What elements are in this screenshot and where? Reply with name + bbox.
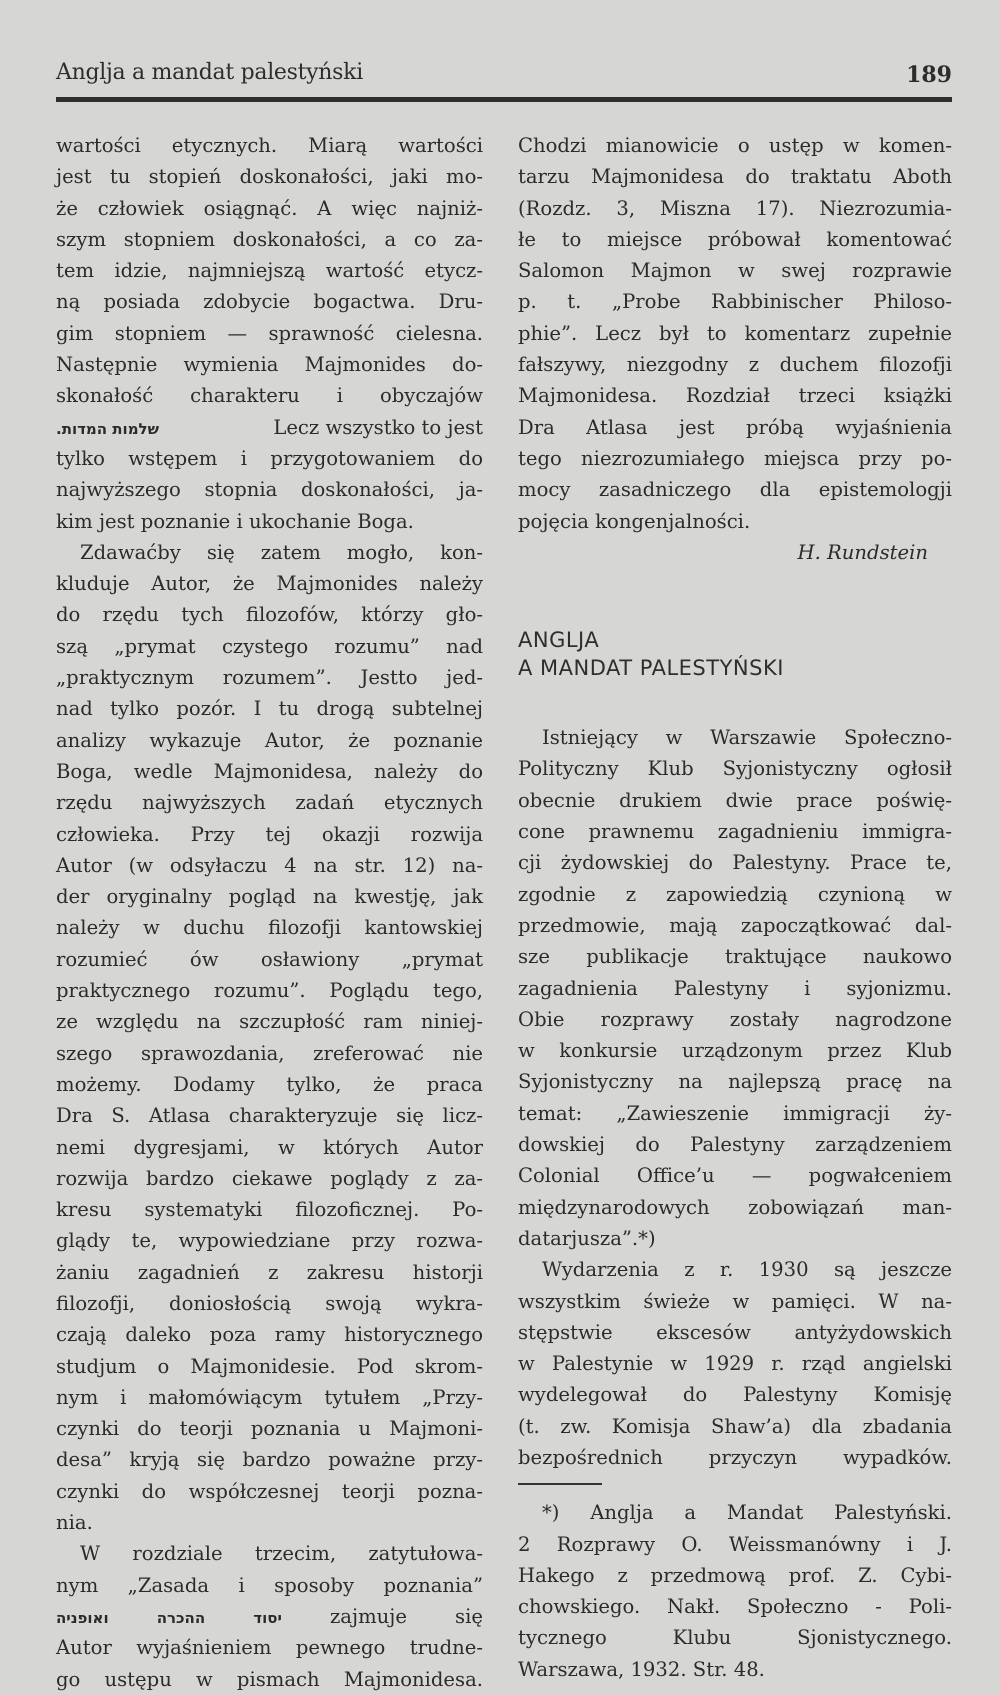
text-line: Autor (w odsyłaczu 4 na str. 12) na-: [56, 853, 483, 877]
text-line: praktycznego rozumu”. Poglądu tego,: [56, 979, 483, 1003]
text-line: Polityczny Klub Syjonistyczny ogłosił: [518, 757, 952, 781]
footnote-line: chowskiego. Nakł. Społeczno - Poli-: [518, 1595, 952, 1619]
text-line: w Palestynie w 1929 r. rząd angielski: [518, 1352, 952, 1376]
text-line: Obie rozprawy zostały nagrodzone: [518, 1007, 952, 1031]
text-line: Dra Atlasa jest próbą wyjaśnienia: [518, 415, 952, 439]
paragraph-primacy-of-reason: [56, 537, 483, 1539]
paragraph-1929-events: [518, 1254, 952, 1473]
text-line: skonałość charakteru i obyczajów: [56, 384, 483, 408]
text-line: go ustępu w pismach Majmonidesa.: [56, 1667, 483, 1691]
text-line: W rozdziale trzecim, zatytułowa-: [80, 1542, 483, 1566]
text-line: szą „prymat czystego rozumu” nad: [56, 634, 483, 658]
text-line: Majmonidesa. Rozdział trzeci książki: [518, 384, 952, 408]
footnote-line: 2 Rozprawy O. Weissmanówny i J.: [518, 1532, 952, 1556]
running-title: Anglja a mandat palestyński: [56, 60, 363, 85]
text-line: nia.: [56, 1511, 93, 1535]
header-rule: [56, 97, 952, 102]
text-line: temat: „Zawieszenie immigracji ży-: [518, 1101, 952, 1125]
text-line: phie”. Lecz był to komentarz zupełnie: [518, 321, 952, 345]
section-title-line: A MANDAT PALESTYŃSKI: [518, 656, 784, 681]
text-line: tem idzie, najmniejszą wartość etycz-: [56, 259, 483, 283]
text-fragment: się: [455, 1604, 483, 1628]
text-line: należy w duchu filozofji kantowskiej: [56, 916, 483, 940]
text-line: studjum o Majmonidesie. Pod skrom-: [56, 1354, 483, 1378]
text-line: Dra S. Atlasa charakteryzuje się licz-: [56, 1104, 483, 1128]
text-line: nad tylko pozór. I tu drogą subtelnej: [56, 697, 483, 721]
footnote-line: *) Anglja a Mandat Palestyński.: [542, 1501, 952, 1525]
text-line: fałszywy, niezgodny z duchem filozofji: [518, 353, 952, 377]
text-fragment: Lecz wszystko to jest: [273, 415, 483, 439]
text-line: analizy wykazuje Autor, że poznanie: [56, 728, 483, 752]
text-line: wartości etycznych. Miarą wartości: [56, 134, 483, 157]
text-line: przedmowie, mają zapoczątkować dal-: [518, 913, 952, 937]
text-line: „praktycznym rozumem”. Jestto jed-: [56, 666, 483, 690]
text-line: Następnie wymienia Majmonides do-: [56, 353, 483, 377]
text-line: Wydarzenia z r. 1930 są jeszcze: [542, 1258, 952, 1282]
text-line: ze względu na szczupłość ram niniej-: [56, 1010, 483, 1034]
text-line: (Rozdz. 3, Miszna 17). Niezrozumia-: [518, 196, 952, 220]
text-line: zagadnienia Palestyny i syjonizmu.: [518, 976, 952, 1000]
hebrew-word: ההכרה: [156, 1608, 206, 1627]
section-heading: [518, 626, 952, 682]
text-line: ną posiada zdobycie bogactwa. Dru-: [56, 290, 483, 314]
text-line: możemy. Dodamy tylko, że praca: [56, 1072, 483, 1096]
hebrew-phrase: שלמות המדות.: [56, 419, 159, 438]
text-line: że człowiek osiągnąć. A więc najniż-: [56, 196, 483, 220]
author-signature: H. Rundstein: [797, 540, 928, 564]
text-line: kluduje Autor, że Majmonides należy: [56, 572, 483, 596]
text-line: żaniu zagadnień z zakresu historji: [56, 1260, 483, 1284]
text-line: wszystkim świeże w pamięci. W na-: [518, 1289, 952, 1313]
text-line: Syjonistyczny na najlepszą pracę na: [518, 1070, 952, 1094]
text-fragment: zajmuje: [329, 1604, 407, 1628]
text-line: kim jest poznanie i ukochanie Boga.: [56, 509, 414, 533]
text-line: obecnie drukiem dwie prace poświę-: [518, 788, 952, 812]
page-number: 189: [906, 62, 952, 88]
text-line: desa” kryją się bardzo poważne przy-: [56, 1448, 483, 1472]
text-line: nym „Zasada i sposoby poznania”: [56, 1573, 483, 1597]
text-line: rozumieć ów osławiony „prymat: [56, 947, 483, 971]
text-line: czynki do współczesnej teorji pozna-: [56, 1479, 483, 1503]
paragraph-maimonides-perfection: [56, 130, 483, 537]
text-line: szego sprawozdania, zreferować nie: [56, 1041, 483, 1065]
text-line: Autor wyjaśnieniem pewnego trudne-: [56, 1636, 483, 1660]
page-header: [56, 58, 952, 102]
hebrew-text-line: [56, 1601, 483, 1632]
text-line: (t. zw. Komisja Shaw’a) dla zbadania: [518, 1414, 952, 1438]
text-line: człowieka. Przy tej okazji rozwija: [56, 822, 483, 846]
section-title-line: ANGLJA: [518, 628, 600, 653]
text-line: szym stopniem doskonałości, a co za-: [56, 227, 483, 251]
paragraph-aboth-commentary: [518, 130, 952, 537]
text-line: wydelegował do Palestyny Komisję: [518, 1383, 952, 1407]
text-line: kresu systematyki filozoficznej. Po-: [56, 1198, 483, 1222]
text-line: Istniejący w Warszawie Społeczno-: [542, 726, 952, 750]
text-line: filozofji, doniosłością swoją wykra-: [56, 1291, 483, 1315]
text-line: Zdawaćby się zatem mogło, kon-: [80, 540, 483, 564]
paragraph-zionist-club: [518, 722, 952, 1254]
text-line: w konkursie urządzonym przez Klub: [518, 1039, 952, 1063]
hebrew-word: יסוד: [253, 1608, 282, 1627]
right-column: [518, 130, 952, 1685]
hebrew-text-line: [56, 412, 483, 443]
text-line: tylko wstępem i przygotowaniem do: [56, 446, 483, 470]
text-line: cji żydowskiej do Palestyny. Prace te,: [518, 851, 952, 875]
text-line: datarjusza”.*): [518, 1226, 656, 1250]
text-line: tarzu Majmonidesa do traktatu Aboth: [518, 165, 952, 189]
text-line: międzynarodowych zobowiązań man-: [518, 1195, 952, 1219]
text-line: bezpośrednich przyczyn wypadków.: [518, 1445, 952, 1469]
text-line: dowskiej do Palestyny zarządzeniem: [518, 1133, 952, 1157]
text-line: Chodzi mianowicie o ustęp w komen-: [518, 134, 952, 157]
text-line: zgodnie z zapowiedzią czynioną w: [518, 882, 952, 906]
footnote-line: Warszawa, 1932. Str. 48.: [518, 1657, 765, 1681]
footnote: [518, 1497, 952, 1685]
left-column: [56, 130, 483, 1695]
text-line: nemi dygresjami, w których Autor: [56, 1135, 483, 1159]
text-line: stępstwie ekscesów antyżydowskich: [518, 1320, 952, 1344]
text-line: mocy zasadniczego dla epistemologji: [518, 478, 952, 502]
text-line: czają daleko poza ramy historycznego: [56, 1323, 483, 1347]
footnote-rule: [518, 1483, 602, 1485]
paragraph-chapter-three: [56, 1538, 483, 1694]
text-line: do rzędu tych filozofów, którzy gło-: [56, 603, 483, 627]
text-line: Colonial Office’u — pogwałceniem: [518, 1164, 952, 1188]
text-line: Salomon Majmon w swej rozprawie: [518, 259, 952, 283]
text-line: jest tu stopień doskonałości, jaki mo-: [56, 165, 483, 189]
text-line: pojęcia kongenjalności.: [518, 509, 751, 533]
footnote-line: Hakego z przedmową prof. Z. Cybi-: [518, 1563, 952, 1587]
text-line: tego niezrozumiałego miejsca przy po-: [518, 446, 952, 470]
text-line: cone prawnemu zagadnieniu immigra-: [518, 820, 952, 844]
text-line: gim stopniem — sprawność cielesna.: [56, 321, 483, 345]
text-line: łe to miejsce próbował komentować: [518, 227, 952, 251]
text-line: Boga, wedle Majmonidesa, należy do: [56, 759, 483, 783]
text-line: sze publikacje traktujące naukowo: [518, 945, 952, 969]
text-line: glądy te, wypowiedziane przy rozwa-: [56, 1229, 483, 1253]
text-line: rzędu najwyższych zadań etycznych: [56, 791, 483, 815]
hebrew-word: ואופניה: [56, 1608, 109, 1627]
text-line: najwyższego stopnia doskonałości, ja-: [56, 478, 483, 502]
text-line: czynki do teorji poznania u Majmoni-: [56, 1417, 483, 1441]
text-line: rozwija bardzo ciekawe poglądy z za-: [56, 1166, 483, 1190]
text-line: p. t. „Probe Rabbinischer Philoso-: [518, 290, 952, 314]
text-line: nym i małomówiącym tytułem „Przy-: [56, 1385, 483, 1409]
text-line: der oryginalny pogląd na kwestję, jak: [56, 885, 483, 909]
footnote-line: tycznego Klubu Sjonistycznego.: [518, 1626, 952, 1650]
